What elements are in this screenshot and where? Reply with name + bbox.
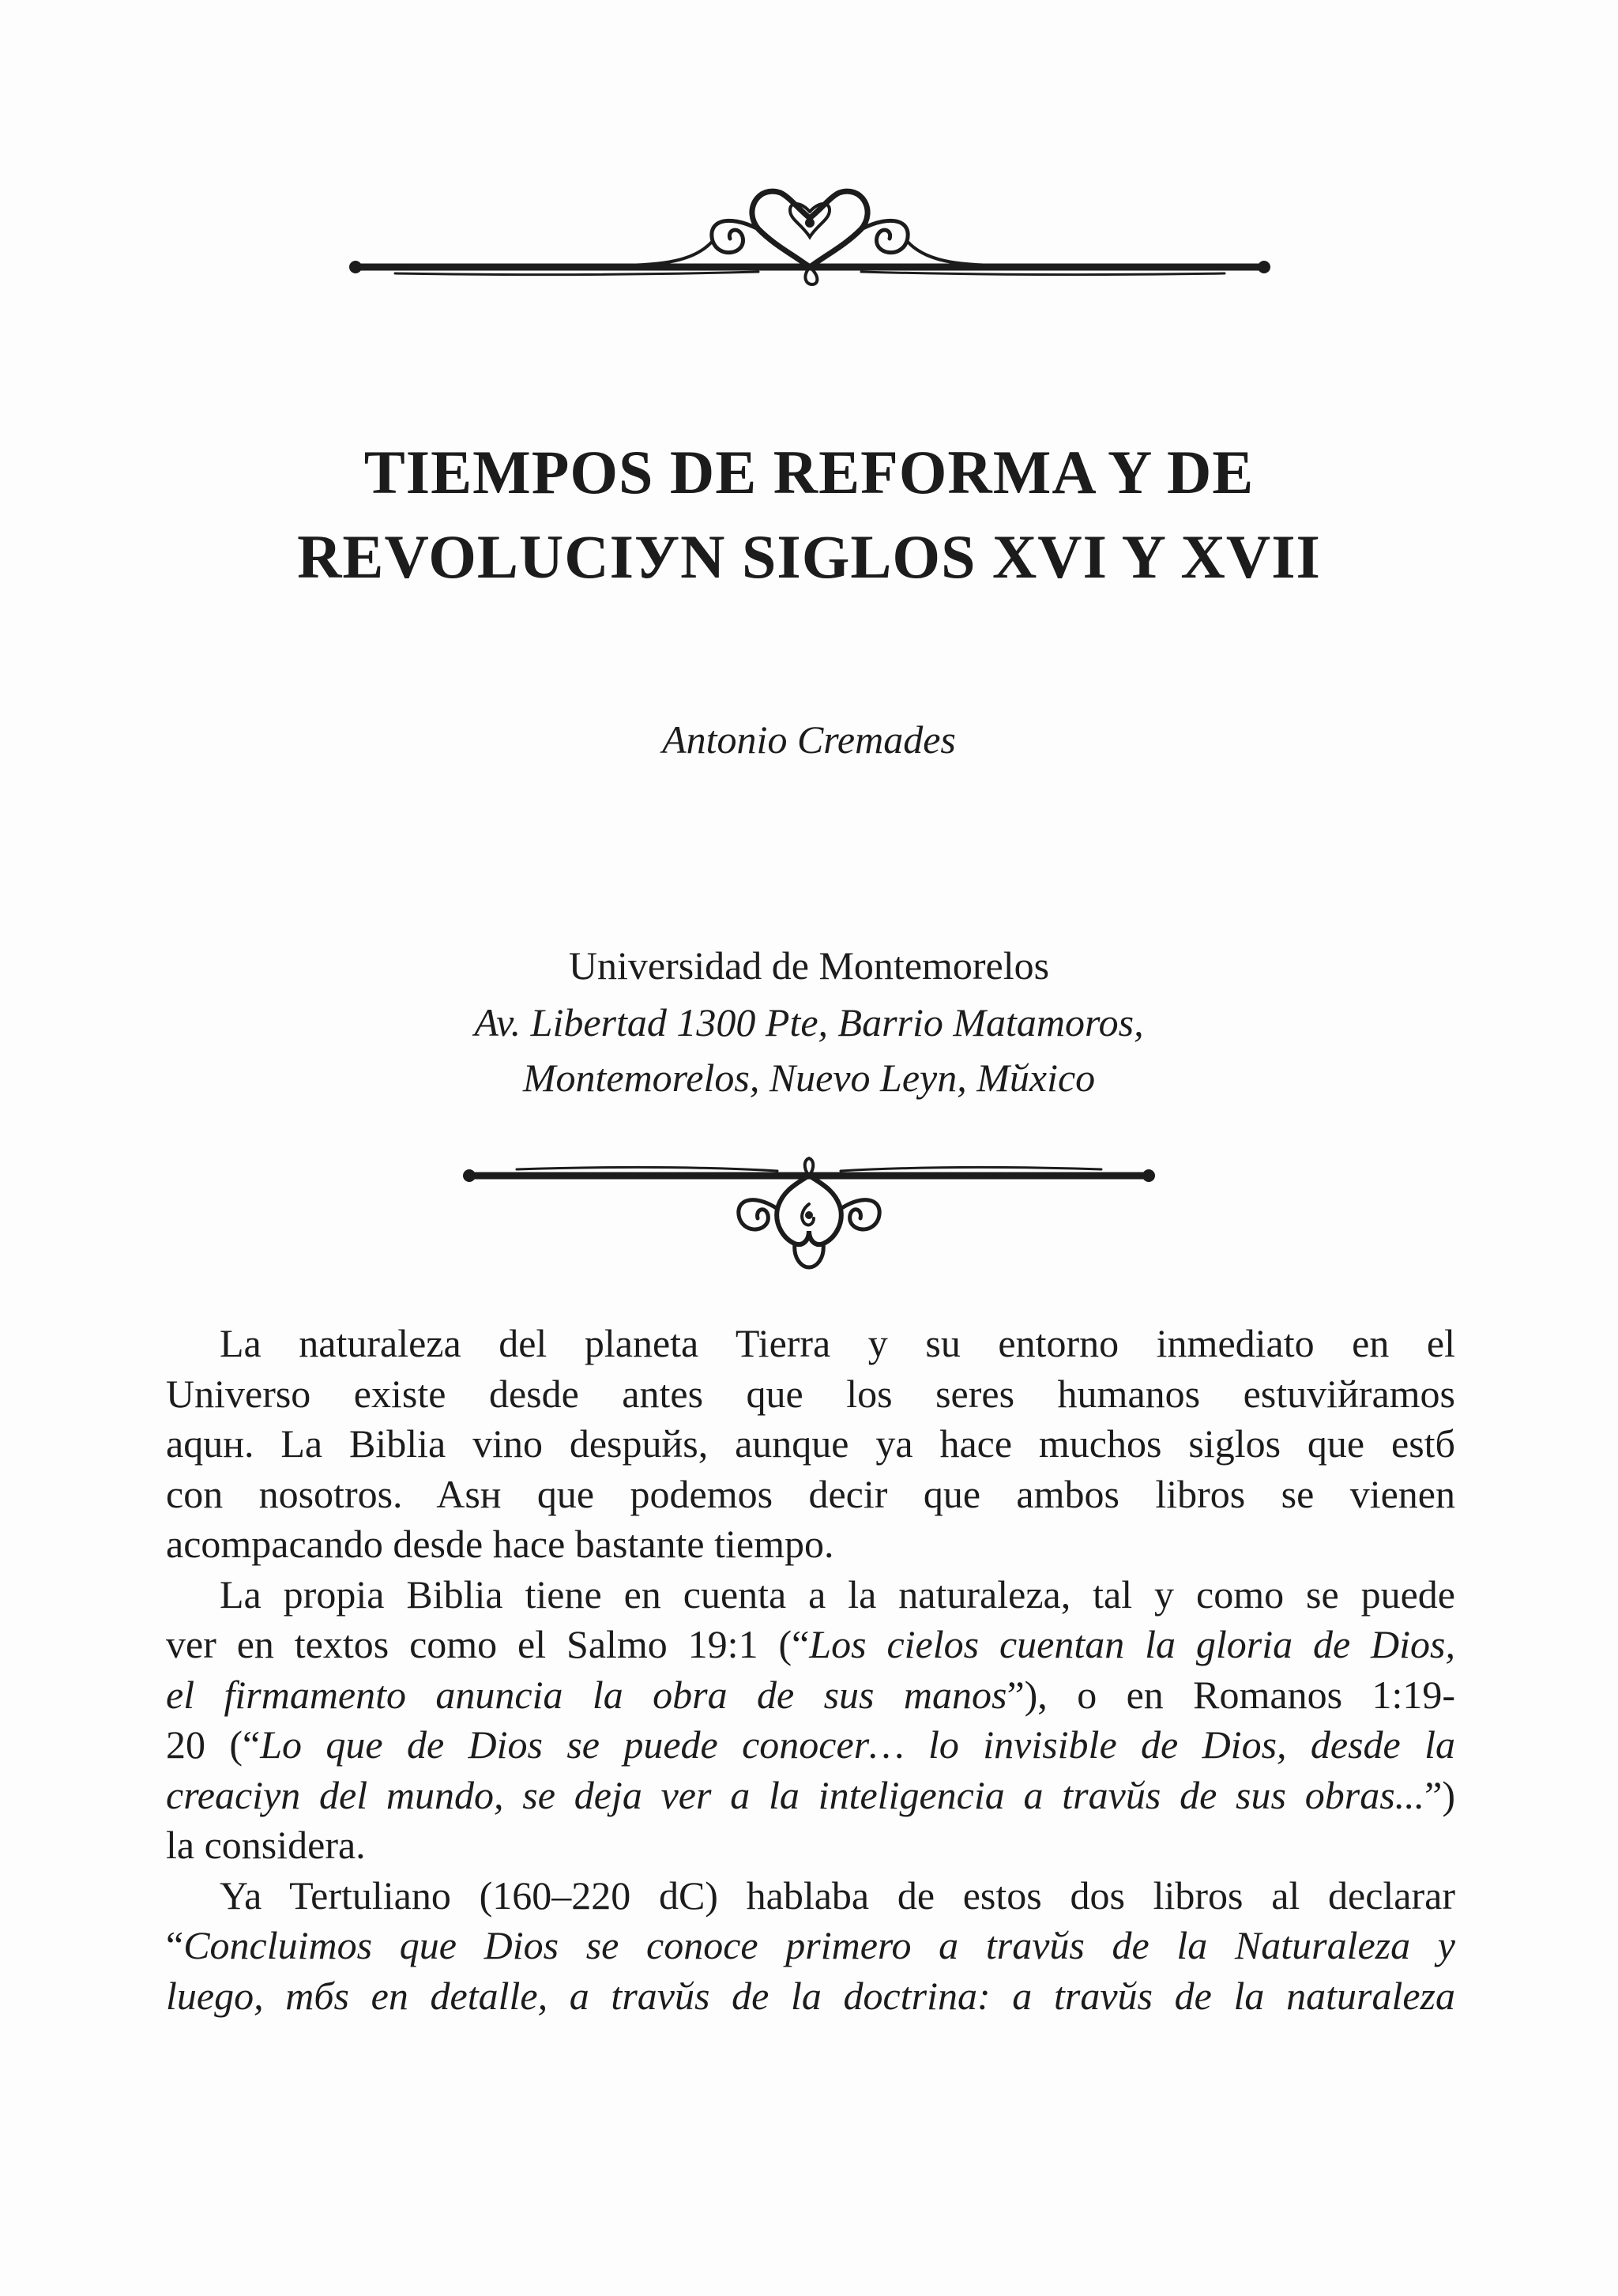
text-line: con nosotros. Asн que podemos decir que ambos libros se vienen	[166, 1471, 1455, 1516]
chapter-title-line-1: TIEMPOS DE REFORMA Y DE	[363, 438, 1255, 506]
author-name: Antonio Cremades	[662, 717, 956, 762]
text-line: la considera.	[166, 1823, 366, 1867]
quotation-text: Los cielos cuentan la gloria de Dios,	[809, 1622, 1456, 1666]
text-line	[166, 1921, 1455, 1971]
text-run: ”), o en Romanos 1:19-	[1007, 1672, 1455, 1717]
quotation-text: el firmamento anuncia la obra de sus manos	[166, 1672, 1007, 1717]
text-run: 20 (“	[166, 1722, 261, 1767]
quotation-text: luego, mбs en detalle, a travйs de la doctrina: a travйs de la naturaleza	[166, 1973, 1455, 2018]
text-line: La naturaleza del planeta Tierra y su entorno inmediato en el	[220, 1321, 1455, 1365]
text-line: La propia Biblia tiene en cuenta a la naturaleza, tal y como se puede	[220, 1571, 1455, 1617]
text-line	[166, 1620, 1455, 1670]
body-text	[166, 1319, 1455, 2021]
text-line	[166, 1771, 1455, 1821]
text-line: Ya Tertuliano (160–220 dC) hablaba de estos dos libros al declarar	[220, 1873, 1455, 1918]
chapter-title-line-2: REVOLUCIУN SIGLOS XVI Y XVII	[297, 522, 1321, 591]
text-run: ”)	[1424, 1772, 1455, 1817]
paragraph-3	[166, 1871, 1455, 2022]
text-run: “	[166, 1923, 184, 1967]
affiliation-institution: Universidad de Montemorelos	[568, 943, 1050, 988]
paragraph-2	[166, 1570, 1455, 1871]
text-line	[166, 1971, 1455, 2022]
top-ornamental-divider	[348, 166, 1272, 292]
quotation-text: Concluimos que Dios se conoce primero a travйs de la Naturaleza y	[183, 1923, 1455, 1967]
quotation-text: creaciуn del mundo, se deja ver a la inteligencia a travйs de sus obras...	[166, 1772, 1425, 1817]
text-line	[166, 1720, 1455, 1771]
affiliation-address-line-1: Av. Libertad 1300 Pte, Barrio Matamoros,	[474, 1000, 1144, 1044]
paragraph-1	[166, 1319, 1455, 1570]
text-run: ver en textos como el Salmo 19:1 (“	[166, 1622, 810, 1666]
text-line	[166, 1670, 1455, 1721]
bottom-ornamental-divider	[461, 1136, 1157, 1272]
text-line: Universo existe desde antes que los seres humanos estuviйramos	[166, 1371, 1455, 1416]
text-line: aquн. La Biblia vino despuйs, aunque ya hace muchos siglos que estб	[166, 1421, 1455, 1466]
affiliation-address-line-2: Montemorelos, Nuevo Leуn, Mйxico	[522, 1056, 1096, 1100]
quotation-text: Lo que de Dios se puede conocer… lo invisible de Dios, desde la	[260, 1722, 1455, 1767]
text-line: acompaсando desde hace bastante tiempo.	[166, 1522, 834, 1566]
